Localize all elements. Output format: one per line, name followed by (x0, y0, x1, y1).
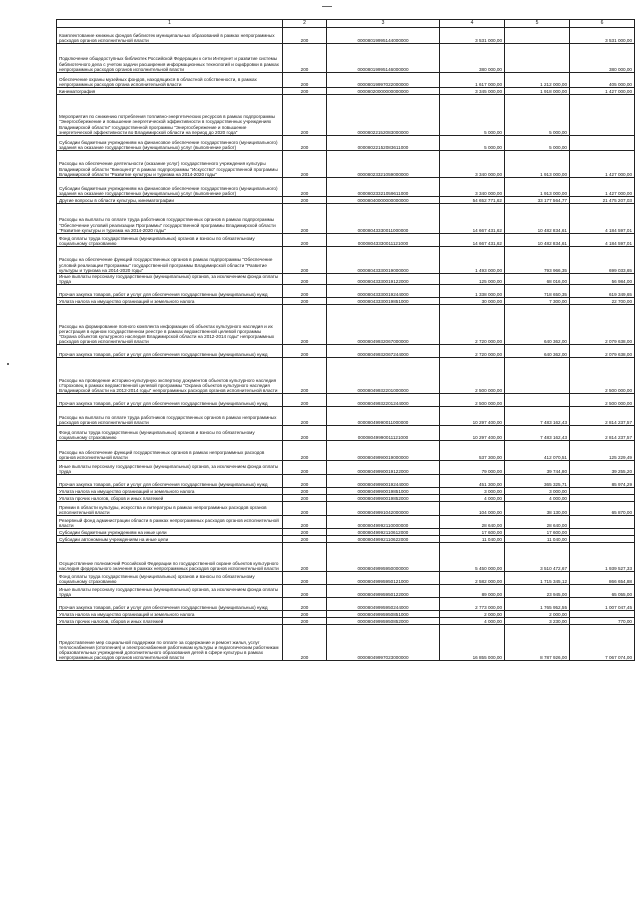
table-row (57, 536, 635, 543)
row-label: Прочая закупка товаров, работ и услуг для обеспечения государственных (муниципальных) нужд (57, 394, 283, 407)
row-planned: 380 000,00 (440, 44, 505, 73)
row-code: 200 (283, 345, 327, 358)
header-cell: 6 (570, 20, 635, 28)
row-planned: 104 000,00 (440, 502, 505, 516)
table-row (57, 611, 635, 618)
row-planned: 125 000,00 (440, 274, 505, 285)
table-row (57, 441, 635, 461)
row-executed: 718 650,35 (505, 285, 570, 298)
row-executed: 11 040,00 (505, 536, 570, 543)
table-row (57, 95, 635, 136)
row-remainder (570, 495, 635, 502)
row-executed: 8 787 926,00 (505, 625, 570, 661)
row-remainder (570, 488, 635, 495)
table-row (57, 598, 635, 611)
row-remainder: 2 079 638,00 (570, 305, 635, 345)
table-row (57, 305, 635, 345)
row-executed: 3 000,00 (505, 488, 570, 495)
row-planned: 4 000,00 (440, 495, 505, 502)
row-label: Уплата прочих налогов, сборов и иных платежей (57, 495, 283, 502)
table-row (57, 407, 635, 426)
row-code: 200 (283, 28, 327, 44)
row-executed: 23 945,00 (505, 585, 570, 598)
page-mark (322, 6, 332, 7)
row-label: Расходы на обеспечение функций государственных органов в рамках непрограммных расходов органов исполнительной власти (57, 441, 283, 461)
row-code: 200 (283, 285, 327, 298)
row-remainder: 770,00 (570, 618, 635, 625)
row-executed (505, 44, 570, 73)
row-remainder: 1 427 000,00 (570, 88, 635, 95)
header-cell: 2 (283, 20, 327, 28)
row-remainder: 380 000,00 (570, 44, 635, 73)
row-kcsr: 00008049995950851000 (327, 611, 440, 618)
row-executed: 1 715 345,12 (505, 572, 570, 585)
row-remainder: 56 984,00 (570, 274, 635, 285)
row-kcsr: 00008019995146000000 (327, 44, 440, 73)
row-label: Уплата прочих налогов, сборов и иных платежей (57, 618, 283, 625)
row-code: 200 (283, 88, 327, 95)
row-code: 200 (283, 572, 327, 585)
row-label: Кинематография (57, 88, 283, 95)
table-row (57, 274, 635, 285)
row-planned: 1 338 000,00 (440, 285, 505, 298)
row-remainder: 699 033,65 (570, 247, 635, 274)
row-code: 200 (283, 95, 327, 136)
row-code: 200 (283, 441, 327, 461)
row-executed: 68 016,00 (505, 274, 570, 285)
table-row (57, 136, 635, 151)
row-code: 200 (283, 543, 327, 572)
row-remainder (570, 136, 635, 151)
row-kcsr: 00008049932067244000 (327, 345, 440, 358)
row-planned: 1 493 000,00 (440, 247, 505, 274)
row-kcsr: 00008049995950121000 (327, 572, 440, 585)
table-row (57, 502, 635, 516)
row-planned: 10 297 400,00 (440, 407, 505, 426)
row-remainder: 405 000,00 (570, 73, 635, 88)
row-kcsr: 00008040000000000000 (327, 197, 440, 204)
row-executed (505, 394, 570, 407)
row-planned: 2 500 000,00 (440, 358, 505, 394)
row-remainder: 4 184 597,01 (570, 234, 635, 247)
row-kcsr: 00008043330019000000 (327, 247, 440, 274)
row-executed: 365 325,71 (505, 475, 570, 488)
row-executed: 3 510 472,67 (505, 543, 570, 572)
row-label: Расходы на выплаты по оплате труда работников государственных органов в рамках непрограммных расходов органов исполнительной власти (57, 407, 283, 426)
row-kcsr: 00008049932201000000 (327, 358, 440, 394)
row-executed (505, 358, 570, 394)
row-code: 200 (283, 407, 327, 426)
row-remainder: 125 229,49 (570, 441, 635, 461)
row-planned: 5 000,00 (440, 136, 505, 151)
row-planned: 17 600,00 (440, 529, 505, 536)
row-code: 200 (283, 204, 327, 234)
row-planned: 3 340 000,00 (440, 178, 505, 197)
row-label: Расходы на проведение историко-культурную экспертизу документов объектов культурного наследия г.Гороховец в рамках ведомственной целевой программы "Охрана объектов культурного наследия Владимирской области на 2012-2014 годы" непрограммных расходов органов исполнительной власти (57, 358, 283, 394)
scan-dot (7, 363, 9, 365)
row-executed: 5 000,00 (505, 136, 570, 151)
row-executed: 1 918 000,00 (505, 88, 570, 95)
row-remainder (570, 529, 635, 536)
row-remainder: 39 255,20 (570, 461, 635, 475)
row-kcsr: 00008049990019852000 (327, 495, 440, 502)
row-label: Субсидии бюджетным учреждениям на финансовое обеспечение государственного (муниципального) задания на оказание государственных (муниципальных) услуг (выполнение работ) (57, 136, 283, 151)
row-remainder: 22 700,00 (570, 298, 635, 305)
table-row (57, 73, 635, 88)
row-remainder: 1 007 047,45 (570, 598, 635, 611)
row-kcsr: 00008019995144000000 (327, 28, 440, 44)
row-code: 200 (283, 136, 327, 151)
row-remainder: 2 814 237,57 (570, 407, 635, 426)
table-row (57, 572, 635, 585)
row-remainder: 866 654,88 (570, 572, 635, 585)
row-code: 200 (283, 298, 327, 305)
row-planned: 30 000,00 (440, 298, 505, 305)
table-row (57, 44, 635, 73)
row-label: Субсидии автономным учреждениям на иные цели (57, 536, 283, 543)
row-executed: 39 744,80 (505, 461, 570, 475)
table-row (57, 358, 635, 394)
row-kcsr: 00008049990019122000 (327, 461, 440, 475)
row-planned: 16 855 000,00 (440, 625, 505, 661)
row-code: 200 (283, 611, 327, 618)
row-code: 200 (283, 536, 327, 543)
row-code: 200 (283, 394, 327, 407)
row-code: 200 (283, 426, 327, 441)
row-label: Прочая закупка товаров, работ и услуг для обеспечения государственных (муниципальных) нужд (57, 285, 283, 298)
row-executed: 5 000,00 (505, 95, 570, 136)
row-planned: 2 720 000,00 (440, 305, 505, 345)
row-code: 200 (283, 516, 327, 529)
row-label: Уплата налога на имущество организаций и земельного налога (57, 488, 283, 495)
row-planned: 79 000,00 (440, 461, 505, 475)
row-remainder: 65 055,00 (570, 585, 635, 598)
row-kcsr: 00008049990019000000 (327, 441, 440, 461)
row-kcsr: 00008043330019122000 (327, 274, 440, 285)
row-remainder: 1 427 000,00 (570, 178, 635, 197)
row-kcsr: 00008023321059000000 (327, 151, 440, 178)
row-label: Иные выплаты персоналу государственных (муниципальных) органов, за исключением фонда оплаты труда (57, 461, 283, 475)
row-kcsr: 00008049992110000000 (327, 516, 440, 529)
row-planned: 451 300,00 (440, 475, 505, 488)
table-row (57, 204, 635, 234)
row-executed: 10 482 834,61 (505, 234, 570, 247)
row-label: Расходы на обеспечение деятельности (оказание услуг) государственного учреждения культуры Владимирской области "Киноцентр" в рамках подпрограммы "Искусство" государственной программы Владимирской области "Развитие культуры и туризма на 2014-2020 годы" (57, 151, 283, 178)
row-kcsr: 00008049995950122000 (327, 585, 440, 598)
row-code: 200 (283, 305, 327, 345)
row-label: Подключение общедоступных библиотек Российской Федерации к сети Интернет и развитие системы библиотечного дела с учетом задачи расширения информационных технологий и оцифровки в рамках непрограммных расходов органов исполнительной власти (57, 44, 283, 73)
row-label: Осуществление полномочий Российской Федерации по государственной охране объектов культурного наследия федерального значения в рамках непрограммных расходов органов исполнительной власти (57, 543, 283, 572)
row-code: 200 (283, 475, 327, 488)
row-label: Расходы на выплаты по оплате труда работников государственных органов в рамках подпрограммы "Обеспечение условий реализации Программы" государственной программы Владимирской области "Развитие культуры и туризма на 2014-2020 годы" (57, 204, 283, 234)
row-label: Прочая закупка товаров, работ и услуг для обеспечения государственных (муниципальных) нужд (57, 345, 283, 358)
row-planned: 1 617 000,00 (440, 73, 505, 88)
row-planned: 28 640,00 (440, 516, 505, 529)
row-planned: 14 667 431,62 (440, 234, 505, 247)
row-executed: 640 362,00 (505, 345, 570, 358)
row-code: 200 (283, 274, 327, 285)
row-code: 200 (283, 178, 327, 197)
row-executed: 7 483 162,43 (505, 426, 570, 441)
table-row (57, 197, 635, 204)
row-label: Обеспечение охраны музейных фондов, находящихся в областной собственности, в рамках непрограммных расходов органа исполнительной власти (57, 73, 283, 88)
row-label: Прочая закупка товаров, работ и услуг для обеспечения государственных (муниципальных) нужд (57, 475, 283, 488)
row-label: Субсидии бюджетным учреждениям на финансовое обеспечение государственного (муниципального) задания на оказание государственных (муниципальных) услуг (выполнение работ) (57, 178, 283, 197)
row-label: Другие вопросы в области культуры, кинематографии (57, 197, 283, 204)
row-planned: 2 000,00 (440, 611, 505, 618)
row-planned: 2 720 000,00 (440, 345, 505, 358)
row-executed: 4 000,00 (505, 495, 570, 502)
row-planned: 3 531 000,00 (440, 28, 505, 44)
row-code: 200 (283, 461, 327, 475)
row-remainder: 2 079 638,00 (570, 345, 635, 358)
row-label: Прочая закупка товаров, работ и услуг для обеспечения государственных (муниципальных) нужд (57, 598, 283, 611)
row-executed: 1 765 952,55 (505, 598, 570, 611)
table-row (57, 585, 635, 598)
table-row (57, 618, 635, 625)
row-remainder: 619 349,65 (570, 285, 635, 298)
row-kcsr: 00008043330019851000 (327, 298, 440, 305)
row-kcsr: 00008022152083611000 (327, 136, 440, 151)
row-remainder: 4 184 597,01 (570, 204, 635, 234)
row-executed: 7 483 162,43 (505, 407, 570, 426)
row-executed: 640 362,00 (505, 305, 570, 345)
row-remainder: 3 531 000,00 (570, 28, 635, 44)
row-remainder: 2 500 000,00 (570, 394, 635, 407)
table-row (57, 28, 635, 44)
table-row (57, 529, 635, 536)
table-row (57, 495, 635, 502)
table-row (57, 543, 635, 572)
row-planned: 5 450 000,00 (440, 543, 505, 572)
row-label: Фонд оплаты труда государственных (муниципальных) органов и взносы по обязательному социальному страхованию (57, 234, 283, 247)
row-kcsr: 00008043330011121000 (327, 234, 440, 247)
row-kcsr: 00008049995950852000 (327, 618, 440, 625)
row-kcsr: 00008049990011000000 (327, 407, 440, 426)
row-remainder (570, 95, 635, 136)
row-remainder (570, 536, 635, 543)
row-executed: 3 230,00 (505, 618, 570, 625)
row-executed: 28 640,00 (505, 516, 570, 529)
table-row (57, 475, 635, 488)
row-executed: 10 482 834,61 (505, 204, 570, 234)
row-code: 200 (283, 502, 327, 516)
row-code: 200 (283, 529, 327, 536)
row-planned: 11 040,00 (440, 536, 505, 543)
row-executed: 1 913 000,00 (505, 151, 570, 178)
row-kcsr: 00008049932201244000 (327, 394, 440, 407)
row-remainder: 2 814 237,57 (570, 426, 635, 441)
table-row (57, 345, 635, 358)
row-planned: 54 652 771,62 (440, 197, 505, 204)
table-row (57, 298, 635, 305)
row-planned: 3 000,00 (440, 488, 505, 495)
row-kcsr: 00008049990019851000 (327, 488, 440, 495)
row-kcsr: 00008049995950000000 (327, 543, 440, 572)
header-cell: 3 (327, 20, 440, 28)
row-executed: 1 913 000,00 (505, 178, 570, 197)
row-kcsr: 00008049997023000000 (327, 625, 440, 661)
row-label: Субсидии бюджетным учреждениям на иные цели (57, 529, 283, 536)
row-kcsr: 00008019997022000000 (327, 73, 440, 88)
row-kcsr: 00008049990019244000 (327, 475, 440, 488)
table-row (57, 178, 635, 197)
row-code: 200 (283, 151, 327, 178)
row-label: Уплата налога на имущество организаций и земельного налога (57, 298, 283, 305)
table-row (57, 516, 635, 529)
row-kcsr: 00008043330019244000 (327, 285, 440, 298)
row-label: Резервный фонд администрации области в рамках непрограммных расходов органов исполнительной власти (57, 516, 283, 529)
row-label: Фонд оплаты труда государственных (муниципальных) органов и взносы по обязательному социальному страхованию (57, 426, 283, 441)
row-remainder: 1 939 527,33 (570, 543, 635, 572)
row-remainder: 7 067 074,00 (570, 625, 635, 661)
row-executed: 793 966,35 (505, 247, 570, 274)
row-code: 200 (283, 44, 327, 73)
header-cell: 1 (57, 20, 283, 28)
table-row (57, 88, 635, 95)
row-kcsr: 00008049990011121000 (327, 426, 440, 441)
table-row (57, 247, 635, 274)
header-cell: 4 (440, 20, 505, 28)
row-label: Фонд оплаты труда государственных (муниципальных) органов и взносы по обязательному социальному страхованию (57, 572, 283, 585)
row-planned: 10 297 400,00 (440, 426, 505, 441)
row-label: Предоставление мер социальной поддержки по оплате за содержание и ремонт жилья, услуг теплоснабжения (отопления) и электроснабжения работникам культуры и педагогическим работникам образовательных учреждений дополнительного образования детей в сфере культуры в рамках непрограммных расходов органов исполнительной власти (57, 625, 283, 661)
row-planned: 89 000,00 (440, 585, 505, 598)
row-planned: 2 582 000,00 (440, 572, 505, 585)
row-executed: 1 212 000,00 (505, 73, 570, 88)
row-code: 200 (283, 197, 327, 204)
row-remainder: 1 427 000,00 (570, 151, 635, 178)
row-code: 200 (283, 585, 327, 598)
row-label: Расходы на формирование полного комплекта информации об объектах культурного наследия и их регистрация в едином государственном реестре в рамках ведомственной целевой программы "Охрана объектов культурного наследия Владимирской области на 2012-2014 годы" непрограммных расходов органов исполнительной власти (57, 305, 283, 345)
row-remainder: 2 500 000,00 (570, 358, 635, 394)
row-label: Расходы на обеспечение функций государственных органов в рамках подпрограммы "Обеспечение условий реализации Программы" государственной программы Владимирской области "Развитие культуры и туризма на 2014-2020 годы" (57, 247, 283, 274)
row-remainder: 65 870,00 (570, 502, 635, 516)
row-label: Иные выплаты персоналу государственных (муниципальных) органов, за исключением фонда оплаты труда (57, 585, 283, 598)
row-remainder: 85 974,29 (570, 475, 635, 488)
row-kcsr: 00008049932067000000 (327, 305, 440, 345)
table-row (57, 151, 635, 178)
header-row (57, 20, 635, 28)
row-planned: 2 773 000,00 (440, 598, 505, 611)
row-planned: 537 300,00 (440, 441, 505, 461)
row-planned: 3 340 000,00 (440, 151, 505, 178)
row-label: Иные выплаты персоналу государственных (муниципальных) органов, за исключением фонда оплаты труда (57, 274, 283, 285)
row-code: 200 (283, 73, 327, 88)
row-kcsr: 00008023321059611000 (327, 178, 440, 197)
row-label: Уплата налога на имущество организаций и земельного налога (57, 611, 283, 618)
header-cell: 5 (505, 20, 570, 28)
row-planned: 5 000,00 (440, 95, 505, 136)
table-row (57, 426, 635, 441)
row-kcsr: 00008022152083000000 (327, 95, 440, 136)
table-row (57, 234, 635, 247)
row-executed: 38 130,00 (505, 502, 570, 516)
row-label: Мероприятия по снижению потребления топливно-энергетических ресурсов в рамках подпрограммы "Энергосбережение и повышение энергетической эффективности в государственных учреждениях Владимирской области" государственной программы "Энергосбережение и повышение энергетической эффективности во Владимирской области на период до 2020 года" (57, 95, 283, 136)
row-planned: 3 345 000,00 (440, 88, 505, 95)
table-row (57, 488, 635, 495)
row-executed: 17 600,00 (505, 529, 570, 536)
row-code: 200 (283, 358, 327, 394)
row-planned: 14 667 431,62 (440, 204, 505, 234)
row-code: 200 (283, 488, 327, 495)
table-row (57, 394, 635, 407)
row-kcsr: 00008043330011000000 (327, 204, 440, 234)
table-row (57, 285, 635, 298)
row-code: 200 (283, 247, 327, 274)
table-row (57, 461, 635, 475)
row-executed: 7 300,00 (505, 298, 570, 305)
row-kcsr: 00008049992110612000 (327, 529, 440, 536)
table-row (57, 625, 635, 661)
row-code: 200 (283, 495, 327, 502)
row-executed: 2 000,00 (505, 611, 570, 618)
row-executed: 33 177 564,77 (505, 197, 570, 204)
row-kcsr: 00008020000000000000 (327, 88, 440, 95)
row-planned: 4 000,00 (440, 618, 505, 625)
row-kcsr: 00008049995950244000 (327, 598, 440, 611)
row-kcsr: 00008049992110622000 (327, 536, 440, 543)
budget-table (56, 19, 635, 661)
row-code: 200 (283, 618, 327, 625)
row-code: 200 (283, 234, 327, 247)
row-remainder (570, 611, 635, 618)
row-label: Премии в области культуры, искусства и литературы в рамках непрограммных расходов органов исполнительной власти (57, 502, 283, 516)
row-remainder: 21 475 207,03 (570, 197, 635, 204)
row-label: Комплектование книжных фондов библиотек муниципальных образований в рамках непрограммных расходов органов исполнительной власти (57, 28, 283, 44)
row-code: 200 (283, 598, 327, 611)
row-remainder (570, 516, 635, 529)
row-planned: 2 500 000,00 (440, 394, 505, 407)
row-code: 200 (283, 625, 327, 661)
row-executed: 412 070,51 (505, 441, 570, 461)
row-kcsr: 00008049991042000000 (327, 502, 440, 516)
row-executed (505, 28, 570, 44)
